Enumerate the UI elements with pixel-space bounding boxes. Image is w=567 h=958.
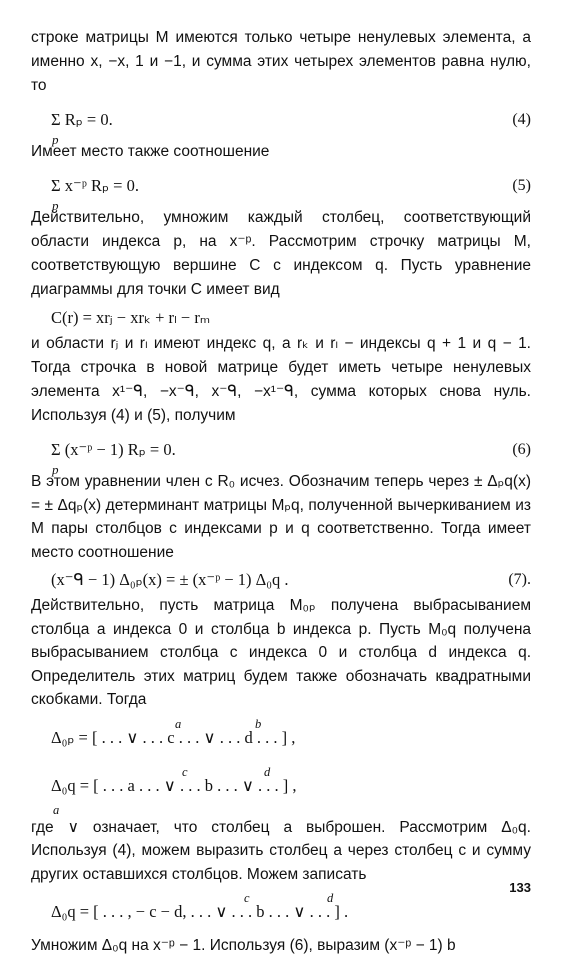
equation-delta-0q-expanded-formula: Δ₀q = [ . . . , − c − d, . . . ∨ . . . b . . . ∨ . . . ] . — [51, 902, 349, 921]
equation-4-number: (4) — [512, 111, 531, 128]
equation-5-subscript: p — [52, 198, 59, 213]
equation-5 — [31, 164, 531, 213]
equation-delta-0p — [31, 712, 531, 760]
equation-6-number: (6) — [512, 441, 531, 458]
equation-7-formula: (x⁻ᑫ − 1) Δ₀ₚ(x) = ± (x⁻ᵖ − 1) Δ₀q . — [51, 570, 289, 589]
paragraph-determinant: В этом уравнении член с R₀ исчез. Обозначим теперь через ± Δₚq(x) = ± Δqₚ(x) детерминант матрицы Mₚq, полученной вычеркиванием из M пары столбцов с индексами p и q соответственно. Тогда имеет место соотношение — [31, 473, 531, 561]
paragraph-column: где ∨ означает, что столбец a выброшен. Рассмотрим Δ₀q. Используя (4), можем выразить столбец a через столбец c и сумму других оставшихся столбцов. Можем записать — [31, 818, 531, 883]
equation-4 — [31, 98, 531, 147]
equation-5-number: (5) — [512, 177, 531, 194]
equation-6-formula: Σ (x⁻ᵖ − 1) Rₚ = 0. — [51, 440, 176, 459]
paragraph-relation: Имеет место также соотношение — [31, 143, 270, 160]
equation-6-subscript: p — [52, 462, 59, 477]
equation-delta-0p-formula: Δ₀ₚ = [ . . . ∨ . . . c . . . ∨ . . . d . . . ] , — [51, 727, 296, 747]
paragraph-matrix: Действительно, пусть матрица M₀ₚ получена выбрасыванием столбца a индекса 0 и столбца b индекса p. Пусть M₀q получена выбрасыванием столбца c индекса 0 и столбца d индекса q. Определитель этих матриц будем также обозначать квадратными скобками. Тогда — [31, 597, 531, 708]
over-label-d: d — [264, 764, 271, 779]
over-label-c2: c — [244, 891, 250, 905]
page-number: 133 — [509, 880, 531, 895]
paragraph-intro: строке матрицы M имеются только четыре ненулевых элемента, а именно x, −x, 1 и −1, и сумма этих четырех элементов равна нулю, то — [31, 29, 531, 94]
paragraph-proof: Действительно, умножим каждый столбец, соответствующий области индекса p, на x⁻ᵖ. Рассмотрим строчку матрицы M, соответствующую вершине C с индексом q. Пусть уравнение диаграммы для точки C имеет вид — [31, 209, 531, 298]
equation-5-formula: Σ x⁻ᵖ Rₚ = 0. — [51, 176, 139, 195]
equation-7-number: (7). — [508, 571, 531, 588]
over-label-a: a — [175, 716, 182, 731]
equation-6 — [31, 428, 531, 477]
over-label-b: b — [255, 716, 262, 731]
equation-diagram-formula: C(r) = xrⱼ − xrₖ + rₗ − rₘ — [51, 308, 211, 327]
equation-4-formula: Σ Rₚ = 0. — [51, 110, 113, 129]
equation-4-subscript: p — [52, 132, 59, 147]
equation-delta-0q — [31, 760, 531, 816]
equation-diagram — [31, 302, 531, 332]
equation-delta-0q-formula: Δ₀q = [ . . . a . . . ∨ . . . b . . . ∨ . . . ] , — [51, 775, 297, 795]
under-label-a: a — [53, 802, 60, 817]
paragraph-multiply: Умножим Δ₀q на x⁻ᵖ − 1. Используя (6), выразим (x⁻ᵖ − 1) b — [31, 937, 456, 954]
equation-delta-0q-expanded — [31, 886, 531, 934]
over-label-c: c — [182, 764, 188, 779]
equation-7 — [31, 564, 531, 594]
over-label-d2: d — [327, 891, 334, 905]
paragraph-regions: и области rⱼ и rₗ имеют индекс q, а rₖ и rₗ − индексы q + 1 и q − 1. Тогда строчка в новой матрице будет иметь четыре ненулевых элемента x¹⁻ᑫ, −x⁻ᑫ, x⁻ᑫ, −x¹⁻ᑫ, сумма которых снова нуль. Используя (4) и (5), получим — [31, 335, 531, 424]
